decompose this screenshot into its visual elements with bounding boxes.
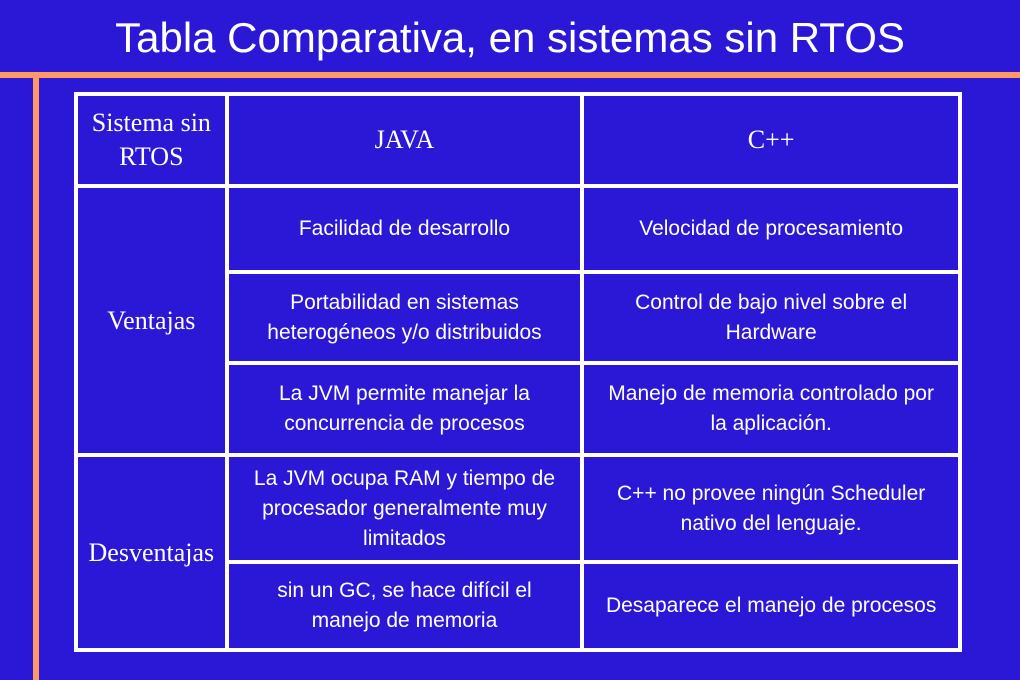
java-cell: sin un GC, se hace difícil el manejo de memoria bbox=[229, 564, 581, 648]
cpp-cell: C++ no provee ningún Scheduler nativo del lenguaje. bbox=[584, 457, 958, 560]
cpp-cell: Desaparece el manejo de procesos bbox=[584, 564, 958, 648]
cpp-cell: Velocidad de procesamiento bbox=[584, 188, 958, 270]
table-row bbox=[78, 457, 958, 560]
java-cell: La JVM ocupa RAM y tiempo de procesador generalmente muy limitados bbox=[229, 457, 581, 560]
header-row bbox=[78, 96, 958, 184]
header-java: JAVA bbox=[229, 96, 581, 184]
java-cell: Portabilidad en sistemas heterogéneos y/o distribuidos bbox=[229, 274, 581, 361]
cpp-cell: Manejo de memoria controlado por la aplicación. bbox=[584, 365, 958, 453]
java-cell: Facilidad de desarrollo bbox=[229, 188, 581, 270]
title-underline-bar bbox=[0, 72, 1020, 78]
cpp-cell: Control de bajo nivel sobre el Hardware bbox=[584, 274, 958, 361]
header-cpp: C++ bbox=[584, 96, 958, 184]
table-row bbox=[78, 188, 958, 270]
page-title: Tabla Comparativa, en sistemas sin RTOS bbox=[115, 14, 905, 61]
group-label-ventajas: Ventajas bbox=[78, 188, 225, 453]
java-cell: La JVM permite manejar la concurrencia de procesos bbox=[229, 365, 581, 453]
header-system: Sistema sin RTOS bbox=[78, 96, 225, 184]
comparison-table bbox=[74, 92, 962, 652]
group-label-desventajas: Desventajas bbox=[78, 457, 225, 648]
left-accent-bar bbox=[33, 78, 39, 680]
